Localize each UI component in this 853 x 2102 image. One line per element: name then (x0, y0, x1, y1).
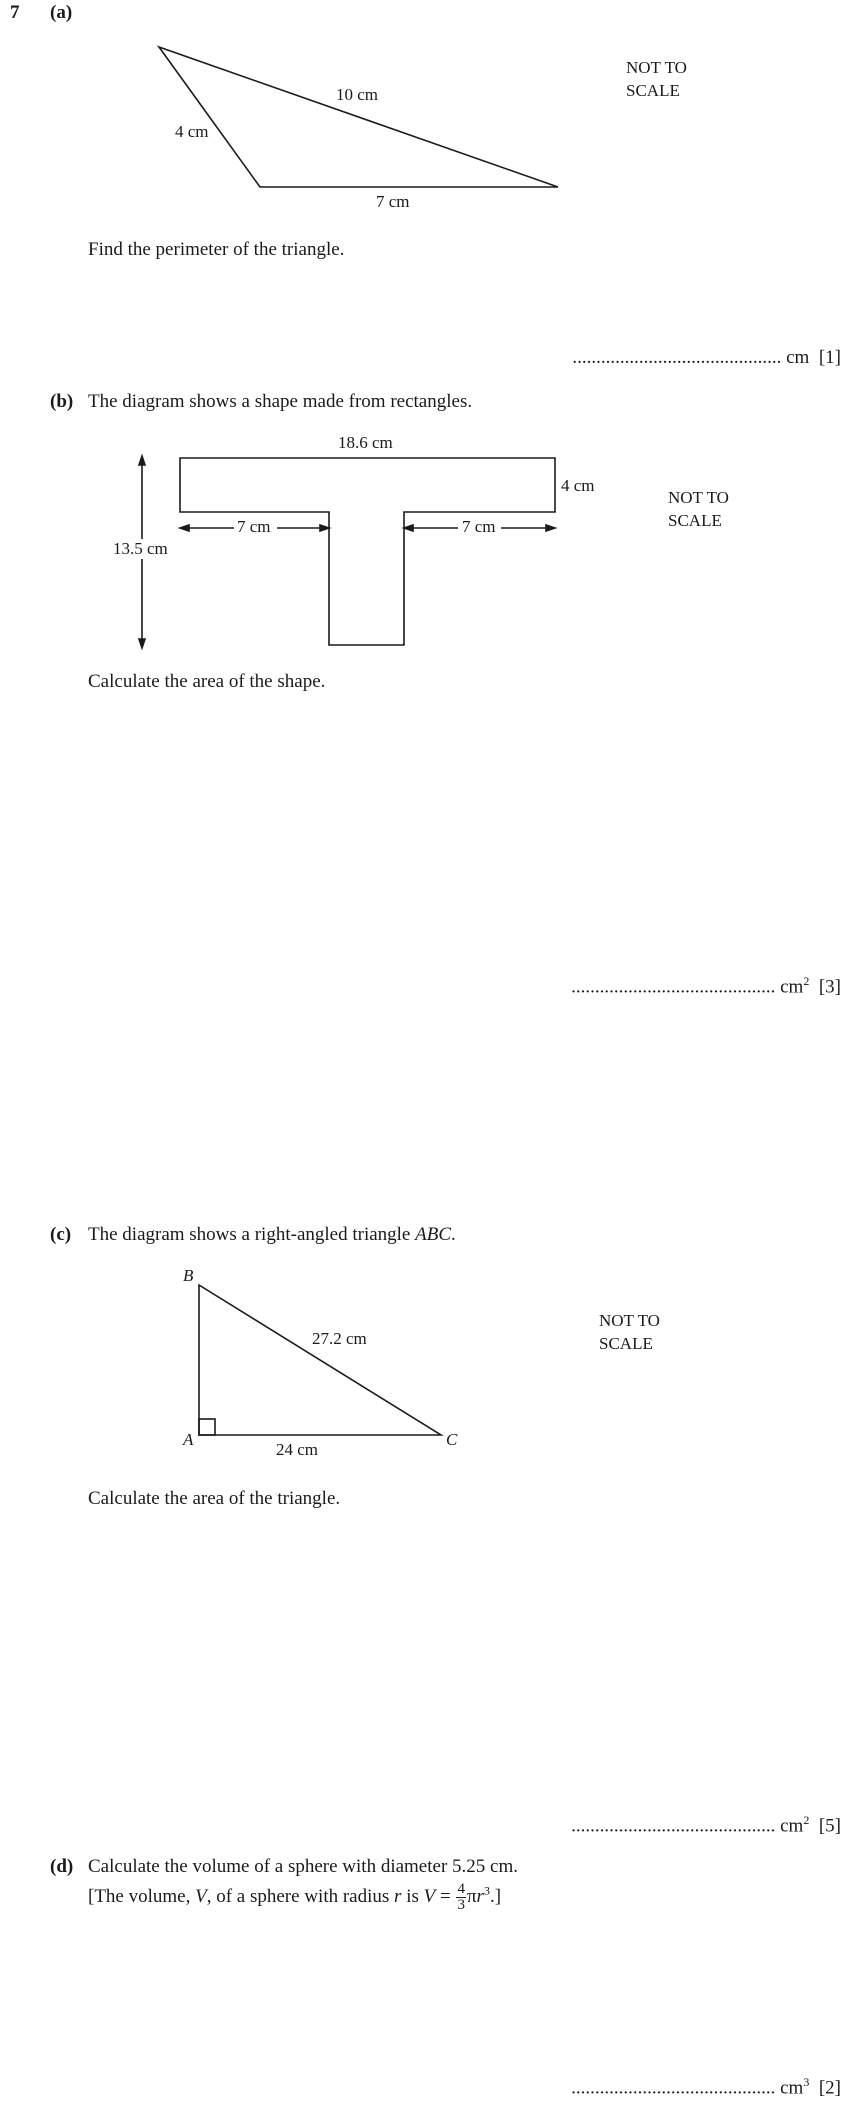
formula-eq: = (435, 1885, 456, 1907)
answer-dots: ........................................... (571, 2077, 776, 2099)
part-d-answer-line[interactable] (571, 2075, 841, 2099)
part-c-intro-end: . (451, 1224, 456, 1245)
marks: [2] (818, 2077, 841, 2099)
part-b-left-arm-label: 7 cm (237, 517, 271, 536)
formula-r2: r (476, 1885, 484, 1907)
part-c-label: (c) (50, 1224, 72, 1245)
part-a-side-bottom: 7 cm (376, 192, 410, 211)
part-b-right-arrow-head-l (404, 525, 413, 531)
part-a-triangle (159, 47, 558, 187)
formula-end: .] (489, 1885, 502, 1907)
part-d-label: (d) (50, 1856, 74, 1877)
part-b-answer-line[interactable] (571, 974, 841, 998)
formula-v: V (195, 1885, 207, 1907)
part-c-base-label: 24 cm (276, 1440, 319, 1459)
question-number: 7 (10, 2, 20, 23)
answer-dots: ........................................... (571, 976, 776, 998)
part-c-vertex-b: B (183, 1266, 194, 1285)
part-b-note-line1: NOT TO (668, 488, 729, 507)
formula-fraction (456, 1882, 466, 1913)
answer-power: 2 (803, 1813, 810, 1827)
part-b-height-arrow-bottom (139, 639, 145, 648)
part-b-total-height-label: 13.5 cm (113, 539, 168, 558)
part-b-height-label: 4 cm (561, 476, 595, 495)
part-a-note-line2: SCALE (626, 81, 680, 100)
part-a-instruction: Find the perimeter of the triangle. (88, 239, 345, 260)
part-c-note-line1: NOT TO (599, 1311, 660, 1330)
part-b-instruction: Calculate the area of the shape. (88, 671, 326, 692)
part-b-height-arrow-top (139, 456, 145, 465)
part-d-formula (88, 1882, 501, 1913)
answer-unit: cm (786, 347, 810, 368)
marks: [1] (818, 347, 841, 368)
answer-dots: ............................................ (572, 347, 782, 368)
part-c-instruction: Calculate the area of the triangle. (88, 1488, 341, 1509)
part-c-intro (88, 1224, 456, 1246)
part-b-left-arrow-head-r (320, 525, 329, 531)
part-c-hyp-label: 27.2 cm (312, 1329, 367, 1348)
part-a-label: (a) (50, 2, 73, 23)
marks: [5] (818, 1815, 841, 1837)
part-c-vertex-a: A (183, 1430, 194, 1449)
answer-dots: ........................................... (571, 1815, 776, 1837)
part-a-side-left: 4 cm (175, 122, 209, 141)
formula-mid: , of a sphere with radius (206, 1885, 395, 1907)
frac-numerator: 4 (457, 1881, 465, 1897)
part-b-intro: The diagram shows a shape made from rectangles. (88, 391, 473, 412)
formula-pre: [The volume, (88, 1885, 196, 1907)
answer-power: 3 (803, 2075, 810, 2089)
part-c-intro-text: The diagram shows a right-angled triangle (88, 1224, 416, 1245)
frac-denominator: 3 (457, 1897, 465, 1913)
formula-is: is (401, 1885, 424, 1907)
part-d-instruction: Calculate the volume of a sphere with diameter 5.25 cm. (88, 1856, 518, 1877)
part-b-t-shape (180, 458, 555, 645)
part-b-label: (b) (50, 391, 74, 412)
answer-unit: cm (780, 976, 804, 998)
part-a-answer-line[interactable] (572, 347, 841, 369)
part-a-note-line1: NOT TO (626, 58, 687, 77)
answer-power: 2 (803, 974, 810, 988)
part-b-right-arm-label: 7 cm (462, 517, 496, 536)
formula-exp: 3 (483, 1883, 490, 1898)
part-c-triangle (199, 1285, 441, 1435)
part-c-note-line2: SCALE (599, 1334, 653, 1353)
answer-unit: cm (780, 1815, 804, 1837)
part-c-right-angle-mark (199, 1419, 215, 1435)
part-c-vertex-c: C (446, 1430, 458, 1449)
marks: [3] (818, 976, 841, 998)
part-b-left-arrow-head-l (180, 525, 189, 531)
part-a-side-top: 10 cm (336, 85, 379, 104)
part-b-width-label: 18.6 cm (338, 433, 393, 452)
formula-pi: π (466, 1885, 477, 1907)
part-b-note-line2: SCALE (668, 511, 722, 530)
formula-v2: V (423, 1885, 436, 1907)
formula-r: r (394, 1885, 402, 1907)
part-c-answer-line[interactable] (571, 1813, 841, 1837)
part-b-right-arrow-head-r (546, 525, 555, 531)
part-c-intro-name: ABC (415, 1224, 452, 1245)
answer-unit: cm (780, 2077, 804, 2099)
